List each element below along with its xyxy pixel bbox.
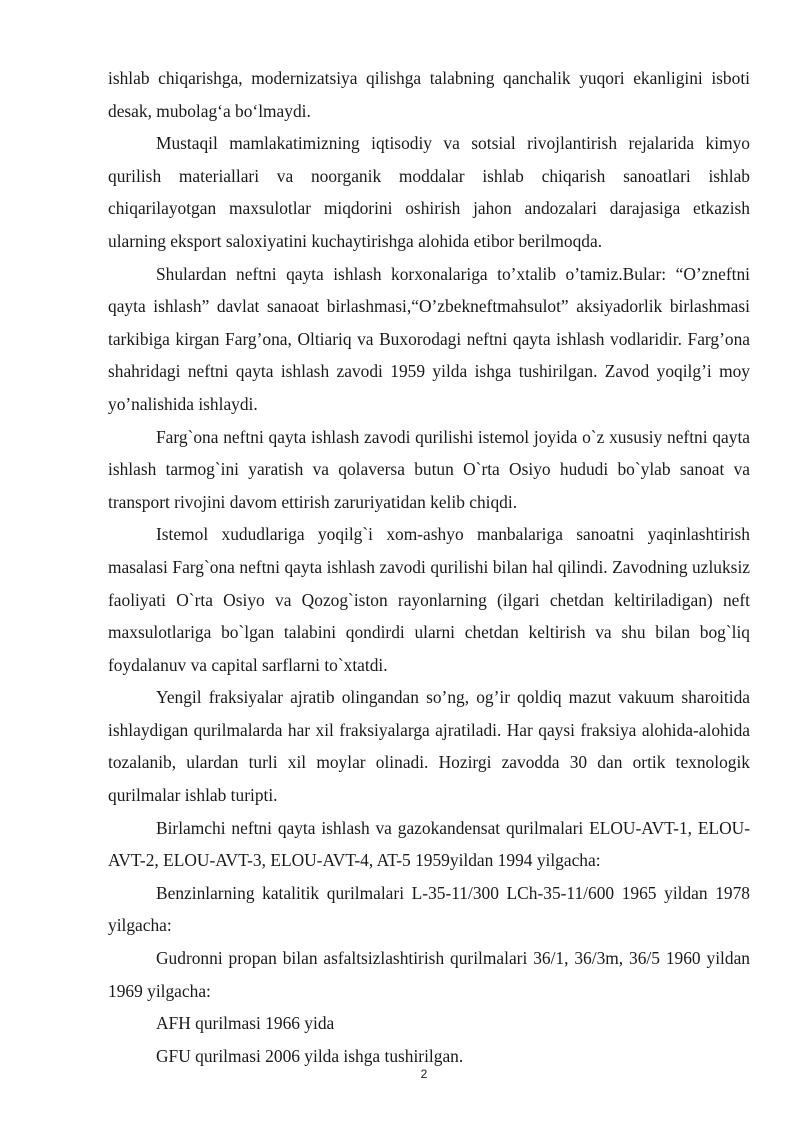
paragraph-refineries: Shulardan neftni qayta ishlash korxonalariga to’xtalib o’tamiz.Bular: “O’zneftni qayta ishlash” davlat sanaoat birlashmasi,“O’zbekneftmahsulot” aksiyadorlik birlashmasi tarkibiga kirgan Farg’ona, Oltiariq va Buxorodagi neftni qayta ishlash vodlaridir. Farg’ona shahridagi neftni qayta ishlash zavodi 1959 yilda ishga tushirilgan. Zavod yoqilg’i moy yo’nalishida ishlaydi. (108, 263, 750, 414)
paragraph-afh-unit: AFH qurilmasi 1966 yida (156, 1013, 335, 1034)
paragraph-primary-units: Birlamchi neftni qayta ishlash va gazokandensat qurilmalari ELOU-AVT-1, ELOU-AVT-2, ELOU-AVT-3, ELOU-AVT-4, AT-5 1959yildan 1994 yilgacha: (108, 817, 750, 871)
paragraph-chemical-industry: Mustaqil mamlakatimizning iqtisodiy va sotsial rivojlantirish rejalarida kimyo qurilish materiallari va noorganik moddalar ishlab chiqarish sanoatlari ishlab chiqarilayotgan maxsulotlar miqdorini oshirish jahon andozalari darajasiga etkazish ularning eksport saloxiyatini kuchaytirishga alohida etibor berilmoqda. (108, 133, 750, 251)
paragraph-consumption-regions: Istemol xududlariga yoqilg`i xom-ashyo manbalariga sanoatni yaqinlashtirish masalasi Farg`ona neftni qayta ishlash zavodi qurilishi bilan hal qilindi. Zavodning uzluksiz faoliyati O`rta Osiyo va Qozog`iston rayonlarning (ilgari chetdan keltiriladigan) neft maxsulotlariga bo`lgan talabini qondirdi ularni chetdan keltirish va shu bilan bog`liq foydalanuv va capital sarflarni to`xtatdi. (108, 524, 750, 675)
paragraph-deasphalting-units: Gudronni propan bilan asfaltsizlashtirish qurilmalari 36/1, 36/3m, 36/5 1960 yildan 1969 yilgacha: (108, 948, 750, 1001)
paragraph-gfu-unit: GFU qurilmasi 2006 yilda ishga tushirilgan. (156, 1045, 464, 1066)
document-body (108, 62, 750, 1072)
paragraph-light-fractions: Yengil fraksiyalar ajratib olingandan so’ng, og’ir qoldiq mazut vakuum sharoitida ishlaydigan qurilmalarda har xil fraksiyalarga ajratiladi. Har qaysi fraksiya alohida-alohida tozalanib, ulardan turli xil moylar olinadi. Hozirgi zavodda 30 dan ortik texnologik qurilmalar ishlab turipti. (108, 687, 750, 806)
page-number: 2 (420, 1067, 428, 1081)
paragraph-continuation: ishlab chiqarishga, modernizatsiya qilishga talabning qanchalik yuqori ekanligini isboti desak, mubolag‘a bo‘lmaydi. (108, 68, 750, 121)
paragraph-fergana-refinery: Farg`ona neftni qayta ishlash zavodi qurilishi istemol joyida o`z xususiy neftni qayta ishlash tarmog`ini yaratish va qolaversa butun O`rta Osiyo hududi bo`ylab sanoat va transport rivojini davom ettirish zaruriyatidan kelib chiqdi. (108, 426, 750, 512)
paragraph-catalytic-units: Benzinlarning katalitik qurilmalari L-35-11/300 LCh-35-11/600 1965 yildan 1978 yilgacha: (108, 882, 750, 936)
